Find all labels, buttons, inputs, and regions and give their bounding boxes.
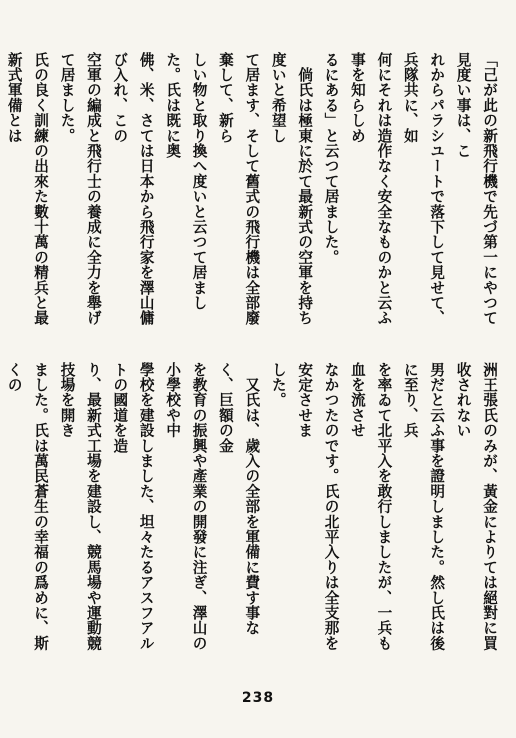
text-column: るにある」と云つて居ました。: [322, 52, 340, 265]
text-column: 氏の良く訓練の出來た數十萬の精兵と最新式軍備とは: [5, 52, 50, 326]
text-column: 何にそれは造作なく安全なものかと云ふ事を知らしめ: [348, 52, 393, 326]
text-column: 洲王張氏のみが、黃金によりては絕對に買收されない: [454, 362, 498, 651]
lower-text-block: [5, 362, 502, 663]
text-column: 學校を建設しました、坦々たるアスフアルトの國道を造: [111, 362, 155, 651]
text-column: り、最新式工場を建設し、競馬場や運動競技場を開き: [58, 362, 102, 651]
text-column: 空軍の編成と飛行士の養成に全力を舉げて居ました。: [58, 52, 102, 326]
text-column: 「己が此の新飛行機で先づ第一にやつて見度い事は、こ: [454, 52, 498, 326]
text-column: 又氏は、歲入の全部を軍備に費す事なく、巨額の金: [216, 362, 261, 636]
page-number: 238: [241, 690, 275, 706]
text-column: 男だと云ふ事を證明しました。然し氏は後に至り、兵: [401, 362, 446, 651]
text-column: しい物と取り換へ度いと云つて居ました。氏は既に奥: [164, 52, 208, 311]
text-column: れからパラシユートで落下して見せて、兵隊共に、如: [401, 52, 446, 326]
text-column: て居ます、そして舊式の飛行機は全部廢棄して、新ら: [216, 52, 261, 326]
text-column: した。: [269, 362, 287, 408]
text-column: なかつたのです。氏の北平入りは全支那を安定させま: [296, 362, 340, 651]
text-column: 佛、米、さては日本から飛行家を澤山傭び入れ、この: [111, 52, 155, 326]
text-column: を教育の振興や產業の開發に注ぎ、澤山の小學校や中: [164, 362, 208, 651]
text-column: 倘氏は極東に於て最新式の空軍を持ち度いと希望し: [269, 52, 314, 326]
text-column: を率ゐて北平入を敢行しましたが、一兵も血を流させ: [348, 362, 393, 651]
text-column: ました。氏は萬民蒼生の幸福の爲めに、斯くの: [5, 362, 50, 651]
upper-text-block: [5, 52, 502, 336]
